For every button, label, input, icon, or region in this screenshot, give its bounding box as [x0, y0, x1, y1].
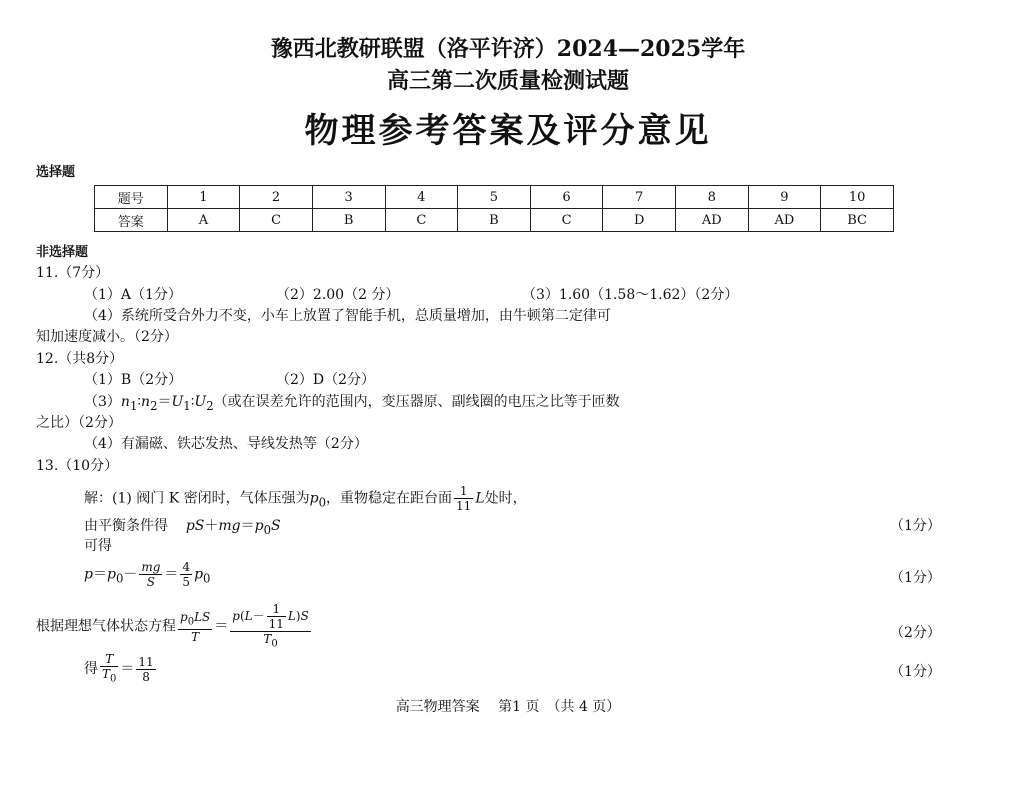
q11-part4: （4）系统所受合外力不变，小车上放置了智能手机，总质量增加，由牛顿第二定律可 — [84, 308, 611, 324]
table-cell: AD — [748, 209, 821, 232]
score-label: （1分） — [890, 570, 941, 586]
q13-line3: 可得 — [84, 538, 112, 554]
table-cell: 2 — [240, 186, 313, 209]
fraction: $\frac{T}{T_0}$ — [102, 652, 117, 685]
table-cell: C — [385, 209, 458, 232]
q11-part1: （1）A（1分） — [84, 287, 182, 303]
q13-eq-p: $p=p_0-$ $\frac{mg}{S}$ ＝ $\frac{4}{5}$ $p_0$ — [84, 560, 211, 589]
table-cell: B — [312, 209, 385, 232]
fraction: $\frac{1}{11}$ — [456, 484, 472, 513]
score-label: （1分） — [890, 518, 941, 534]
row-header: 题号 — [95, 186, 168, 209]
table-cell: A — [167, 209, 240, 232]
q13-title: 13.（10分） — [36, 458, 119, 474]
doc-title-line1: 豫西北教研联盟（洛平许济）2024—2025学年 — [270, 36, 746, 62]
q13-line6-text: 得 — [84, 661, 98, 678]
table-cell: 10 — [821, 186, 894, 209]
q12-title: 12.（共8分） — [36, 351, 124, 367]
table-cell: 7 — [603, 186, 676, 209]
fraction: $\frac{mg}{S}$ — [141, 560, 161, 589]
table-cell: AD — [676, 209, 749, 232]
table-cell: 4 — [385, 186, 458, 209]
q12-part3: $(3)n_1∶n_2=U_1∶U_2$（或在误差允许的范围内，变压器原、副线圈的电压之比等于匝数 — [84, 394, 620, 413]
score-label: （2分） — [890, 625, 941, 641]
q12-part3-text: （或在误差允许的范围内，变压器原、副线圈的电压之比等于匝数 — [213, 394, 620, 410]
q12-part3-label: （3） — [84, 394, 121, 410]
q11-part4-cont: 知加速度减小。（2分） — [36, 329, 178, 345]
row-header: 答案 — [95, 209, 168, 232]
q13-line1-c: 处时， — [484, 490, 527, 507]
table-cell: BC — [821, 209, 894, 232]
table-cell: D — [603, 209, 676, 232]
q12-part2: （2）D（2分） — [276, 372, 376, 388]
q13-line2: 由平衡条件得 $pS+mg=p_0S$ — [84, 518, 281, 537]
q13-eq-state: 根据理想气体状态方程 $\frac{p_0LS}{T}$ ＝ p(L－ $\frac{1}{11}$ L)S $T_0$ — [36, 602, 309, 650]
fraction: $\frac{1}{11}$ — [268, 602, 284, 631]
q13-line5-text: 根据理想气体状态方程 — [36, 618, 176, 635]
fraction: $\frac{4}{5}$ — [182, 560, 191, 589]
section-nonchoice-title: 非选择题 — [36, 245, 89, 260]
fraction: $\frac{11}{8}$ — [138, 654, 154, 684]
table-cell: 3 — [312, 186, 385, 209]
table-cell: C — [530, 209, 603, 232]
doc-main-title: 物理参考答案及评分意见 — [304, 111, 712, 151]
table-cell: 5 — [458, 186, 531, 209]
table-cell: B — [458, 209, 531, 232]
q11-part2: （2）2.00（2 分） — [276, 287, 400, 303]
doc-title-line2: 高三第二次质量检测试题 — [386, 68, 629, 94]
q13-line2-text: 由平衡条件得 — [84, 518, 168, 534]
q13-line1: 解：(1) 阀门 K 密闭时，气体压强为$p_0$，重物稳定在距台面 $\frac{1}{11}$ L处时， — [84, 484, 527, 513]
table-row — [95, 186, 894, 209]
section-choice-title: 选择题 — [36, 165, 76, 180]
table-cell: C — [240, 209, 313, 232]
table-cell: 9 — [748, 186, 821, 209]
q13-line1-b: ，重物稳定在距台面 — [326, 490, 453, 507]
fraction: $\frac{p_0LS}{T}$ — [180, 609, 211, 644]
q13-line1-a: 解：(1) 阀门 K 密闭时，气体压强为 — [84, 490, 310, 507]
table-cell: 1 — [167, 186, 240, 209]
table-cell: 8 — [676, 186, 749, 209]
q11-part3: （3）1.60（1.58～1.62）（2分） — [522, 287, 739, 303]
table-cell: 6 — [530, 186, 603, 209]
fraction: p(L－ $\frac{1}{11}$ L)S $T_0$ — [232, 602, 309, 650]
answer-table — [94, 185, 894, 232]
q12-part3-cont: 之比）（2分） — [36, 415, 122, 431]
q11-title: 11.（7分） — [36, 265, 110, 281]
q13-eq-ratio: 得 $\frac{T}{T_0}$ ＝ $\frac{11}{8}$ — [84, 652, 154, 685]
q12-part4: （4）有漏磁、铁芯发热、导线发热等（2分） — [84, 436, 368, 452]
table-row — [95, 209, 894, 232]
page-footer: 高三物理答案 第1 页 （共 4 页） — [395, 699, 621, 715]
q12-part1: （1）B（2分） — [84, 372, 183, 388]
score-label: （1分） — [890, 664, 941, 680]
